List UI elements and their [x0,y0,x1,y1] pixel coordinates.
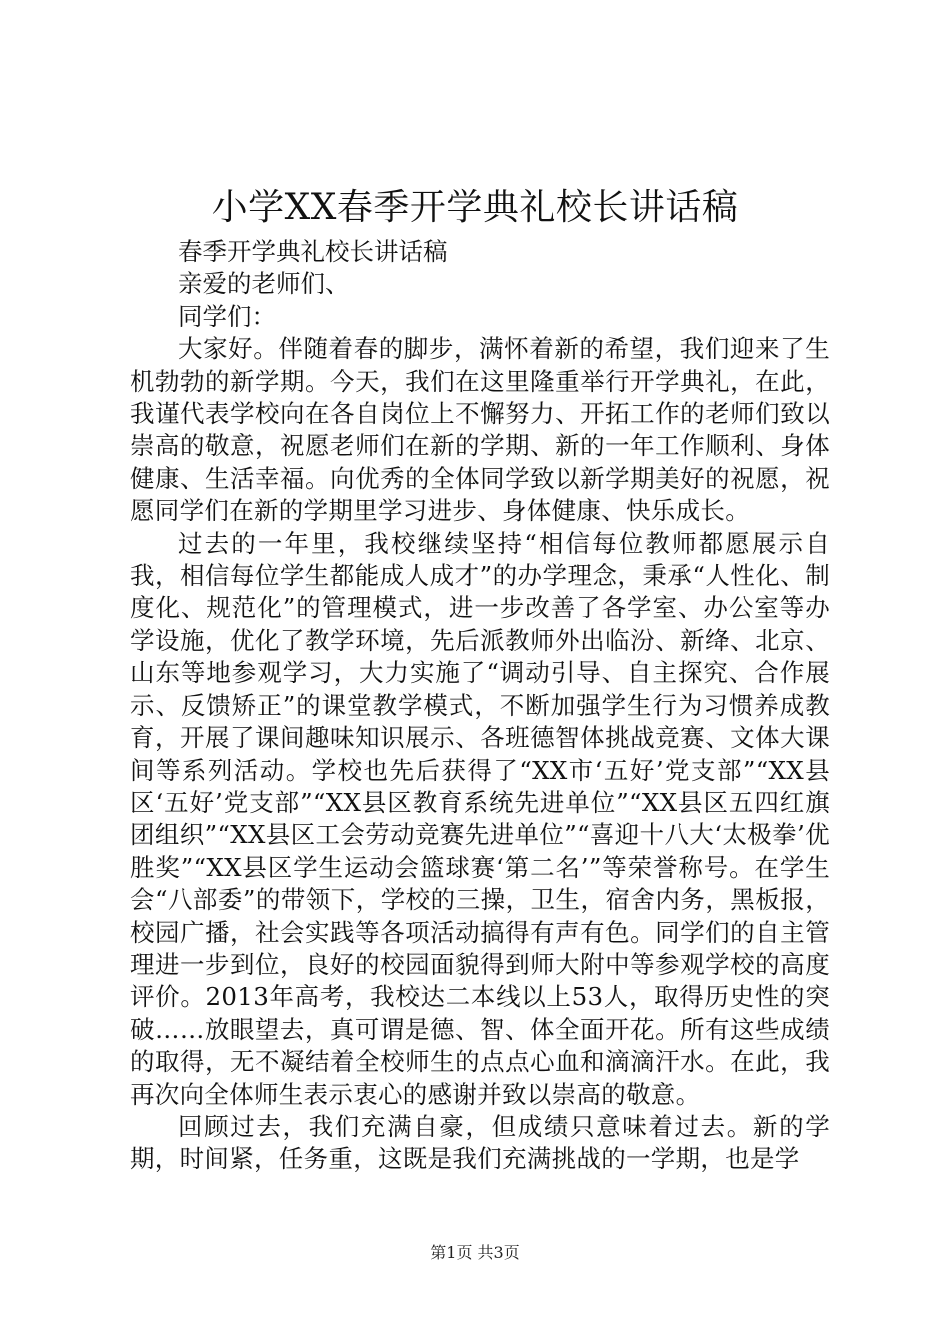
salutation-students: 同学们： [178,301,276,331]
page-number-footer: 第1页 共3页 [430,1243,520,1262]
paragraph-outlook: 回顾过去，我们充满自豪，但成绩只意味着过去。新的学期，时间紧，任务重，这既是我们充满挑战的一学期，也是学 [130,1111,830,1174]
document-body [130,236,830,1176]
paragraph-achievements: 过去的一年里，我校继续坚持“相信每位教师都愿展示自我，相信每位学生都能成人成才”的办学理念，秉承“人性化、制度化、规范化”的管理模式，进一步改善了各学室、办公室等办学设施，优化了教学环境，先后派教师外出临汾、新绛、北京、山东等地参观学习，大力实施了“调动引导、自主探究、合作展示、反馈矫正”的课堂教学模式，不断加强学生行为习惯养成教育，开展了课间趣味知识展示、各班德智体挑战竞赛、文体大课间等系列活动。学校也先后获得了“XX市‘五好’党支部”“XX县区‘五好’党支部”“XX县区教育系统先进单位”“XX县区五四红旗团组织”“XX县区工会劳动竞赛先进单位”“喜迎十八大‘太极拳’优胜奖”“XX县区学生运动会篮球赛‘第二名’”等荣誉称号。在学生会“八部委”的带领下，学校的三操，卫生，宿舍内务，黑板报，校园广播，社会实践等各项活动搞得有声有色。同学们的自主管理进一步到位，良好的校园面貌得到师大附中等参观学校的高度评价。2013年高考，我校达二本线以上53人，取得历史性的突破……放眼望去，真可谓是德、智、体全面开花。所有这些成绩的取得，无不凝结着全校师生的点点心血和滴滴汗水。在此，我再次向全体师生表示衷心的感谢并致以崇高的敬意。 [130,528,830,1109]
salutation-teachers: 亲爱的老师们、 [178,269,350,299]
document-title: 小学XX春季开学典礼校长讲话稿 [211,187,739,228]
paragraph-greeting: 大家好。伴随着春的脚步，满怀着新的希望，我们迎来了生机勃勃的新学期。今天，我们在这里隆重举行开学典礼，在此，我谨代表学校向在各自岗位上不懈努力、开拓工作的老师们致以崇高的敬意，祝愿老师们在新的学期、新的一年工作顺利、身体健康、生活幸福。向优秀的全体同学致以新学期美好的祝愿，祝愿同学们在新的学期里学习进步、身体健康、快乐成长。 [130,334,830,526]
document-subtitle: 春季开学典礼校长讲话稿 [178,237,448,266]
